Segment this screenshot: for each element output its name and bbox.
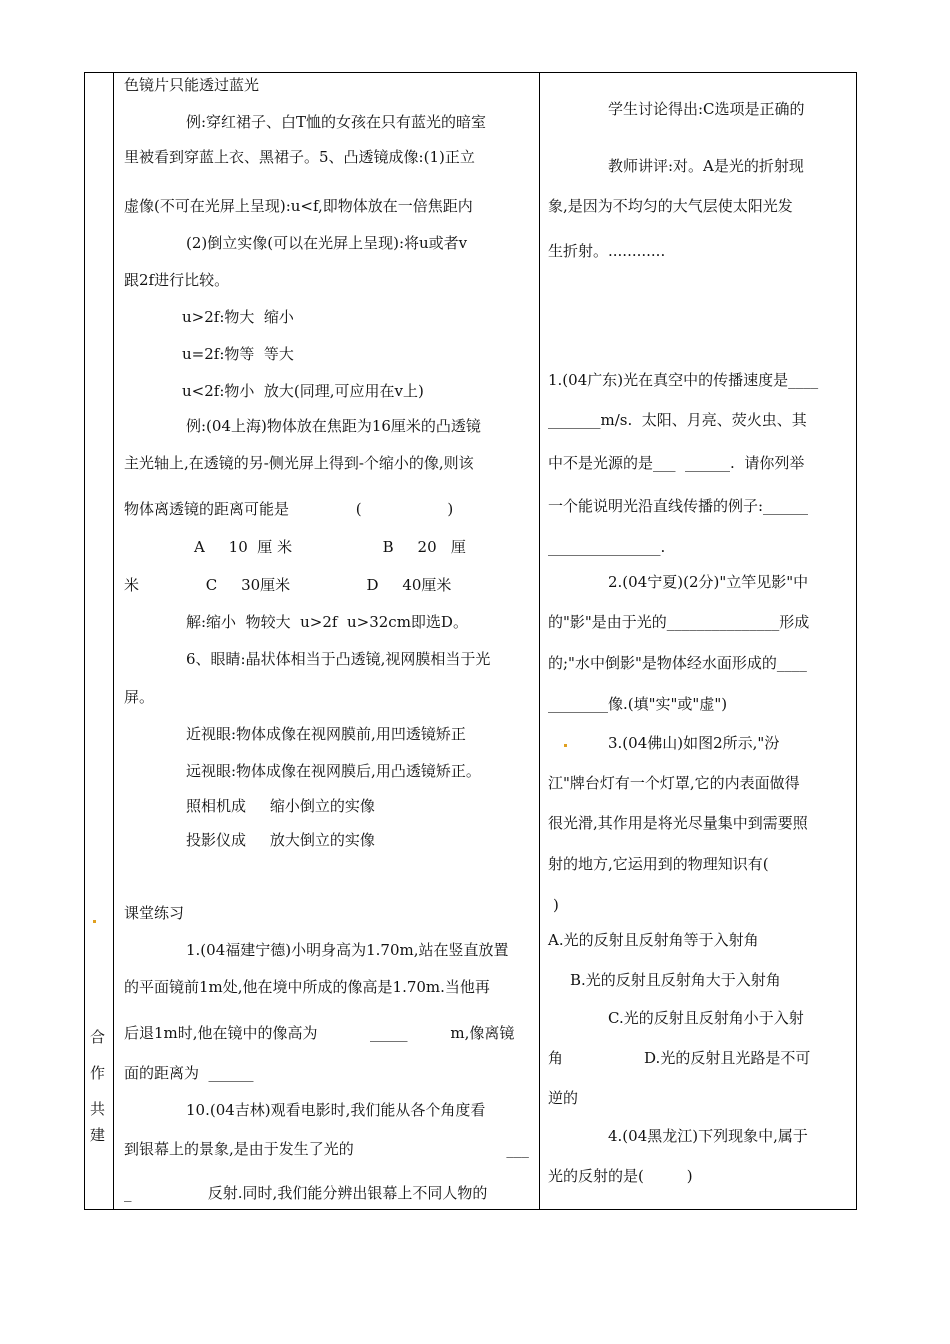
column-divider-right xyxy=(539,72,540,1210)
text-line: _______m/s. 太阳、月亮、荧火虫、其 xyxy=(548,411,807,429)
text-line: 的"影"是由于光的_______________形成 xyxy=(548,613,810,631)
text-line: 逆的 xyxy=(548,1089,579,1107)
text-line: 虚像(不可在光屏上呈现):u<f,即物体放在一倍焦距内 xyxy=(124,197,473,215)
text-line: 2.(04宁夏)(2分)"立竿见影"中 xyxy=(608,573,809,591)
text-line: A 10 厘 米 B 20 厘 xyxy=(194,538,466,556)
text-line: 射的地方,它运用到的物理知识有( xyxy=(548,855,769,873)
text-line: ________像.(填"实"或"虚") xyxy=(548,695,728,713)
text-line: 近视眼:物体成像在视网膜前,用凹透镜矫正 xyxy=(186,725,466,743)
text-line: 例:(04上海)物体放在焦距为16厘米的凸透镜 xyxy=(186,417,481,435)
text-line: 主光轴上,在透镜的另-侧光屏上得到-个缩小的像,则该 xyxy=(124,454,474,472)
text-line: 跟2f进行比较。 xyxy=(124,271,230,289)
text-line: u>2f:物大 缩小 xyxy=(182,308,294,326)
text-line: 后退1m时,他在镜中的像高为 _____ m,像离镜 xyxy=(124,1024,515,1042)
text-line: 例:穿红裙子、白T恤的女孩在只有蓝光的暗室 xyxy=(186,113,487,131)
text-line: 6、眼睛:晶状体相当于凸透镜,视网膜相当于光 xyxy=(186,650,491,668)
text-line: (2)倒立实像(可以在光屏上呈现):将u或者v xyxy=(186,234,468,252)
text-line: _ 反射.同时,我们能分辨出银幕上不同人物的 xyxy=(124,1184,488,1202)
text-line: u=2f:物等 等大 xyxy=(182,345,294,363)
section-title-practice: 课堂练习 xyxy=(124,904,185,922)
text-line: 照相机成 缩小倒立的实像 xyxy=(186,797,375,815)
text-line: 投影仪成 放大倒立的实像 xyxy=(186,831,375,849)
text-line: 色镜片只能透过蓝光 xyxy=(124,76,260,94)
text-line: 很光滑,其作用是将光尽量集中到需要照 xyxy=(548,814,808,832)
text-line: ) xyxy=(553,896,559,914)
text-line: 1.(04福建宁德)小明身高为1.70m,站在竖直放置 xyxy=(186,941,509,959)
text-line: 中不是光源的是___ ______. 请你列举 xyxy=(548,454,805,472)
text-line: A.光的反射且反射角等于入射角 xyxy=(548,931,759,949)
text-line: 的;"水中倒影"是物体经水面形成的____ xyxy=(548,654,807,672)
text-line: 物体离透镜的距离可能是 ( ) xyxy=(124,500,454,518)
text-line: 象,是因为不均匀的大气层使太阳光发 xyxy=(548,197,793,215)
text-line: 生折射。............ xyxy=(548,242,666,260)
text-line: 4.(04黑龙江)下列现象中,属于 xyxy=(608,1127,808,1145)
text-line: 1.(04广东)光在真空中的传播速度是____ xyxy=(548,371,819,389)
column-divider-left xyxy=(113,72,114,1210)
text-line: 米 C 30厘米 D 40厘米 xyxy=(124,576,452,594)
text-line: 屏。 xyxy=(124,688,155,706)
side-label-char-2: 作 xyxy=(90,1064,106,1082)
text-line: 面的距离为 ______ xyxy=(124,1064,254,1082)
text-line: 江"牌台灯有一个灯罩,它的内表面做得 xyxy=(548,774,800,792)
text-line: 一个能说明光沿直线传播的例子:______ xyxy=(548,497,809,515)
text-line: u<2f:物小 放大(同理,可应用在v上) xyxy=(182,382,424,400)
text-line: 解:缩小 物较大 u>2f u>32cm即选D。 xyxy=(186,613,468,631)
marker-dot xyxy=(93,920,96,923)
text-line: C.光的反射且反射角小于入射 xyxy=(608,1009,804,1027)
text-line: 教师讲评:对。A是光的折射现 xyxy=(608,157,804,175)
text-line: 的平面镜前1m处,他在境中所成的像高是1.70m.当他再 xyxy=(124,978,490,996)
text-line: 远视眼:物体成像在视网膜后,用凸透镜矫正。 xyxy=(186,762,481,780)
text-line: 10.(04吉林)观看电影时,我们能从各个角度看 xyxy=(186,1101,486,1119)
text-line: 3.(04佛山)如图2所示,"汾 xyxy=(608,734,780,752)
text-line: 光的反射的是( ) xyxy=(548,1167,693,1185)
text-line: 学生讨论得出:C选项是正确的 xyxy=(608,100,805,118)
text-line: _______________. xyxy=(548,538,666,556)
text-line: B.光的反射且反射角大于入射角 xyxy=(570,971,781,989)
marker-dot xyxy=(564,744,567,747)
text-line: 到银幕上的景象,是由于发生了光的 ___ xyxy=(124,1140,529,1158)
side-label-char-3: 共 xyxy=(90,1100,106,1118)
side-label-char-4: 建 xyxy=(90,1126,106,1144)
text-line: 里被看到穿蓝上衣、黑裙子。5、凸透镜成像:(1)正立 xyxy=(124,148,475,166)
side-label-char-1: 合 xyxy=(90,1028,106,1046)
text-line: 角 D.光的反射且光路是不可 xyxy=(548,1049,811,1067)
